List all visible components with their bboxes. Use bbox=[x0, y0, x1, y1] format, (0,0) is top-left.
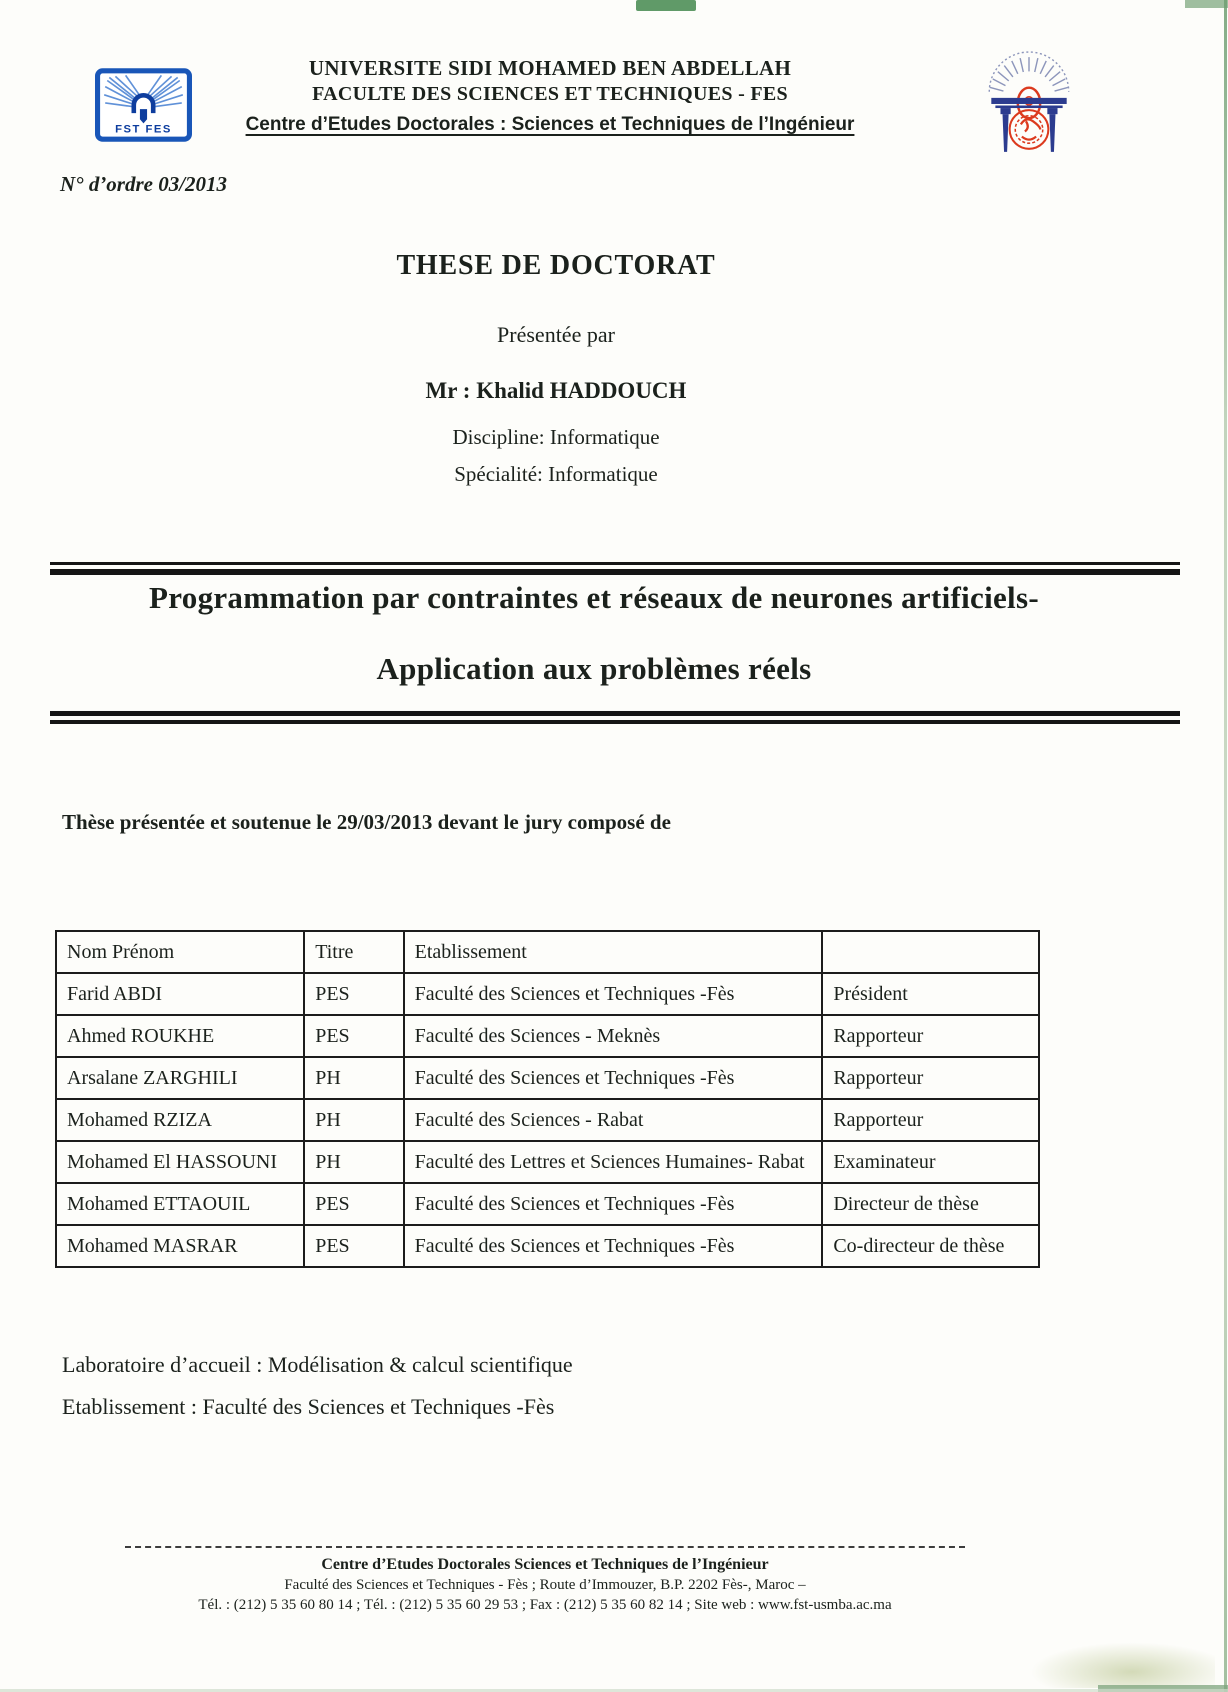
presented-by-label: Présentée par bbox=[497, 322, 615, 347]
jury-role-cell: Directeur de thèse bbox=[822, 1183, 1039, 1225]
scan-artifact-smudge bbox=[1030, 1642, 1215, 1688]
faculty-name: FACULTE DES SCIENCES ET TECHNIQUES - FES bbox=[312, 83, 788, 105]
footer bbox=[100, 1546, 990, 1614]
jury-title-cell: PH bbox=[304, 1057, 403, 1099]
jury-table-row bbox=[56, 1141, 1039, 1183]
jury-table-row bbox=[56, 1099, 1039, 1141]
jury-role-cell: Examinateur bbox=[822, 1141, 1039, 1183]
jury-role-cell: Rapporteur bbox=[822, 1099, 1039, 1141]
jury-title-cell: PH bbox=[304, 1141, 403, 1183]
header bbox=[150, 56, 950, 136]
author-name: Mr : Khalid HADDOUCH bbox=[425, 378, 687, 403]
jury-name-cell: Mohamed RZIZA bbox=[56, 1099, 304, 1141]
jury-role-cell: Co-directeur de thèse bbox=[822, 1225, 1039, 1267]
thesis-title-line1: Programmation par contraintes et réseaux de neurones artificiels- bbox=[149, 580, 1039, 615]
jury-header-etablissement: Etablissement bbox=[404, 931, 823, 973]
discipline-line: Discipline: Informatique bbox=[452, 425, 660, 449]
university-name: UNIVERSITE SIDI MOHAMED BEN ABDELLAH bbox=[308, 56, 792, 80]
doctoral-center-name: Centre d’Etudes Doctorales : Sciences et Techniques de l’Ingénieur bbox=[245, 114, 855, 135]
jury-name-cell: Mohamed MASRAR bbox=[56, 1225, 304, 1267]
jury-table-row bbox=[56, 1015, 1039, 1057]
defense-statement: Thèse présentée et soutenue le 29/03/2013 devant le jury composé de bbox=[62, 810, 671, 834]
title-top-rule bbox=[50, 562, 1180, 575]
scan-artifact-top-right bbox=[1185, 0, 1228, 8]
jury-role-cell: Président bbox=[822, 973, 1039, 1015]
scan-artifact-top bbox=[636, 0, 696, 11]
laboratory-line: Laboratoire d’accueil : Modélisation & calcul scientifique bbox=[62, 1352, 573, 1377]
jury-title-cell: PES bbox=[304, 1183, 403, 1225]
jury-name-cell: Arsalane ZARGHILI bbox=[56, 1057, 304, 1099]
fst-fes-logo-caption: FST FES bbox=[115, 123, 172, 136]
title-bottom-rule bbox=[50, 711, 1180, 724]
jury-etablissement-cell: Faculté des Lettres et Sciences Humaines- Rabat bbox=[404, 1141, 823, 1183]
jury-name-cell: Ahmed ROUKHE bbox=[56, 1015, 304, 1057]
thesis-heading: THESE DE DOCTORAT bbox=[396, 250, 716, 281]
jury-etablissement-cell: Faculté des Sciences et Techniques -Fès bbox=[404, 1225, 823, 1267]
thesis-title-line2: Application aux problèmes réels bbox=[376, 651, 812, 686]
jury-title-cell: PES bbox=[304, 1015, 403, 1057]
jury-table bbox=[55, 930, 1040, 1268]
jury-table-row bbox=[56, 973, 1039, 1015]
jury-name-cell: Mohamed El HASSOUNI bbox=[56, 1141, 304, 1183]
footer-address: Faculté des Sciences et Techniques - Fès ; Route d’Immouzer, B.P. 2202 Fès-, Maroc – bbox=[284, 1577, 806, 1593]
jury-etablissement-cell: Faculté des Sciences et Techniques -Fès bbox=[404, 1183, 823, 1225]
scan-artifact-right-edge bbox=[1224, 0, 1227, 1692]
jury-title-cell: PES bbox=[304, 1225, 403, 1267]
usmba-emblem-logo-icon bbox=[983, 50, 1075, 160]
order-number: N° d’ordre 03/2013 bbox=[60, 172, 228, 196]
jury-header-title: Titre bbox=[304, 931, 403, 973]
footer-contacts: Tél. : (212) 5 35 60 80 14 ; Tél. : (212) 5 35 60 29 53 ; Fax : (212) 5 35 60 82 14 ; Site web : www.fst-usmba.ac.ma bbox=[198, 1597, 892, 1613]
jury-header-role bbox=[822, 931, 1039, 973]
jury-title-cell: PH bbox=[304, 1099, 403, 1141]
footer-center-name: Centre d’Etudes Doctorales Sciences et Techniques de l’Ingénieur bbox=[321, 1556, 769, 1573]
jury-header-name: Nom Prénom bbox=[56, 931, 304, 973]
jury-role-cell: Rapporteur bbox=[822, 1057, 1039, 1099]
jury-etablissement-cell: Faculté des Sciences - Rabat bbox=[404, 1099, 823, 1141]
jury-etablissement-cell: Faculté des Sciences et Techniques -Fès bbox=[404, 973, 823, 1015]
etablissement-line: Etablissement : Faculté des Sciences et Techniques -Fès bbox=[62, 1394, 555, 1419]
jury-role-cell: Rapporteur bbox=[822, 1015, 1039, 1057]
jury-table-header-row bbox=[56, 931, 1039, 973]
jury-table-row bbox=[56, 1057, 1039, 1099]
jury-title-cell: PES bbox=[304, 973, 403, 1015]
jury-name-cell: Mohamed ETTAOUIL bbox=[56, 1183, 304, 1225]
jury-table-row bbox=[56, 1225, 1039, 1267]
jury-etablissement-cell: Faculté des Sciences - Meknès bbox=[404, 1015, 823, 1057]
footer-dashed-rule bbox=[125, 1546, 965, 1548]
jury-name-cell: Farid ABDI bbox=[56, 973, 304, 1015]
jury-table-row bbox=[56, 1183, 1039, 1225]
speciality-line: Spécialité: Informatique bbox=[454, 462, 658, 486]
jury-etablissement-cell: Faculté des Sciences et Techniques -Fès bbox=[404, 1057, 823, 1099]
